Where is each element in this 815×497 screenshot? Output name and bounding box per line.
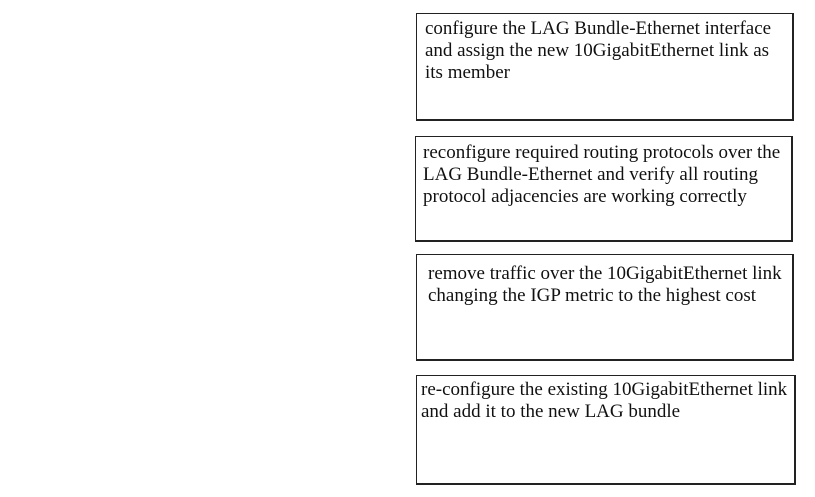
draggable-step-configure-lag[interactable]: [416, 13, 794, 121]
step-label: configure the LAG Bundle-Ethernet interface and assign the new 10GigabitEthernet link as its member: [425, 18, 772, 83]
draggable-step-reconfigure-link[interactable]: [416, 375, 796, 485]
draggable-step-reconfigure-routing[interactable]: [415, 136, 793, 242]
step-label: reconfigure required routing protocols over the LAG Bundle-Ethernet and verify all routing protocol adjacencies are working correctly: [423, 142, 781, 207]
step-label: remove traffic over the 10GigabitEthernet link changing the IGP metric to the highest cost: [428, 263, 782, 306]
step-label: re-configure the existing 10GigabitEthernet link and add it to the new LAG bundle: [421, 379, 788, 422]
draggable-step-remove-traffic[interactable]: [416, 254, 794, 361]
